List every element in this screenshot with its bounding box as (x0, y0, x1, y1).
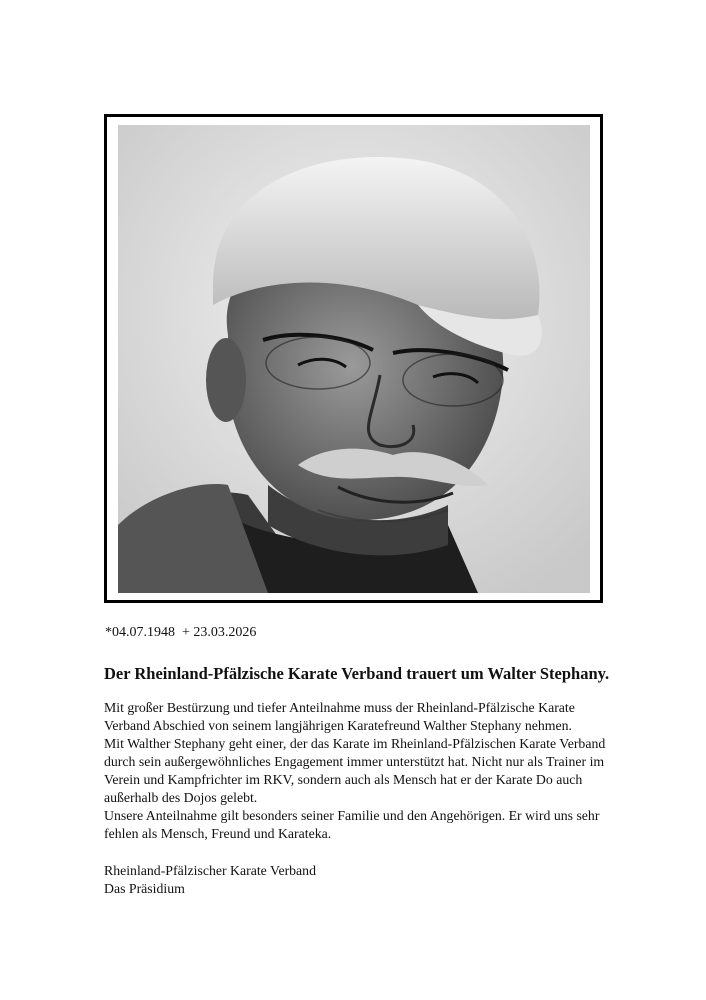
body-line: durch sein außergewöhnliches Engagement immer unterstützt hat. Nicht nur als Trainer im (104, 754, 605, 769)
signature-department: Das Präsidium (104, 881, 185, 896)
body-line: außerhalb des Dojos gelebt. (104, 790, 258, 805)
obituary-body (104, 699, 624, 843)
portrait-photo (118, 125, 590, 593)
portrait-frame (104, 114, 603, 603)
portrait-photo-icon (118, 125, 590, 593)
body-line: fehlen als Mensch, Freund und Karateka. (104, 826, 332, 841)
body-line: Verein und Kampfrichter im RKV, sondern auch als Mensch hat er der Karate Do auch (104, 772, 583, 787)
signature-block (104, 862, 316, 898)
signature-organization: Rheinland-Pfälzischer Karate Verband (104, 863, 316, 878)
body-line: Mit Walther Stephany geht einer, der das Karate im Rheinland-Pfälzischen Karate Verband (104, 736, 606, 751)
body-line: Verband Abschied von seinem langjährigen Karatefreund Walther Stephany nehmen. (104, 718, 572, 733)
obituary-headline: Der Rheinland-Pfälzische Karate Verband trauert um Walter Stephany. (104, 664, 610, 683)
life-dates: *04.07.1948 + 23.03.2026 (105, 625, 257, 640)
body-line: Mit großer Bestürzung und tiefer Anteilnahme muss der Rheinland-Pfälzische Karate (104, 700, 575, 715)
body-line: Unsere Anteilnahme gilt besonders seiner Familie und den Angehörigen. Er wird uns sehr (104, 808, 600, 823)
